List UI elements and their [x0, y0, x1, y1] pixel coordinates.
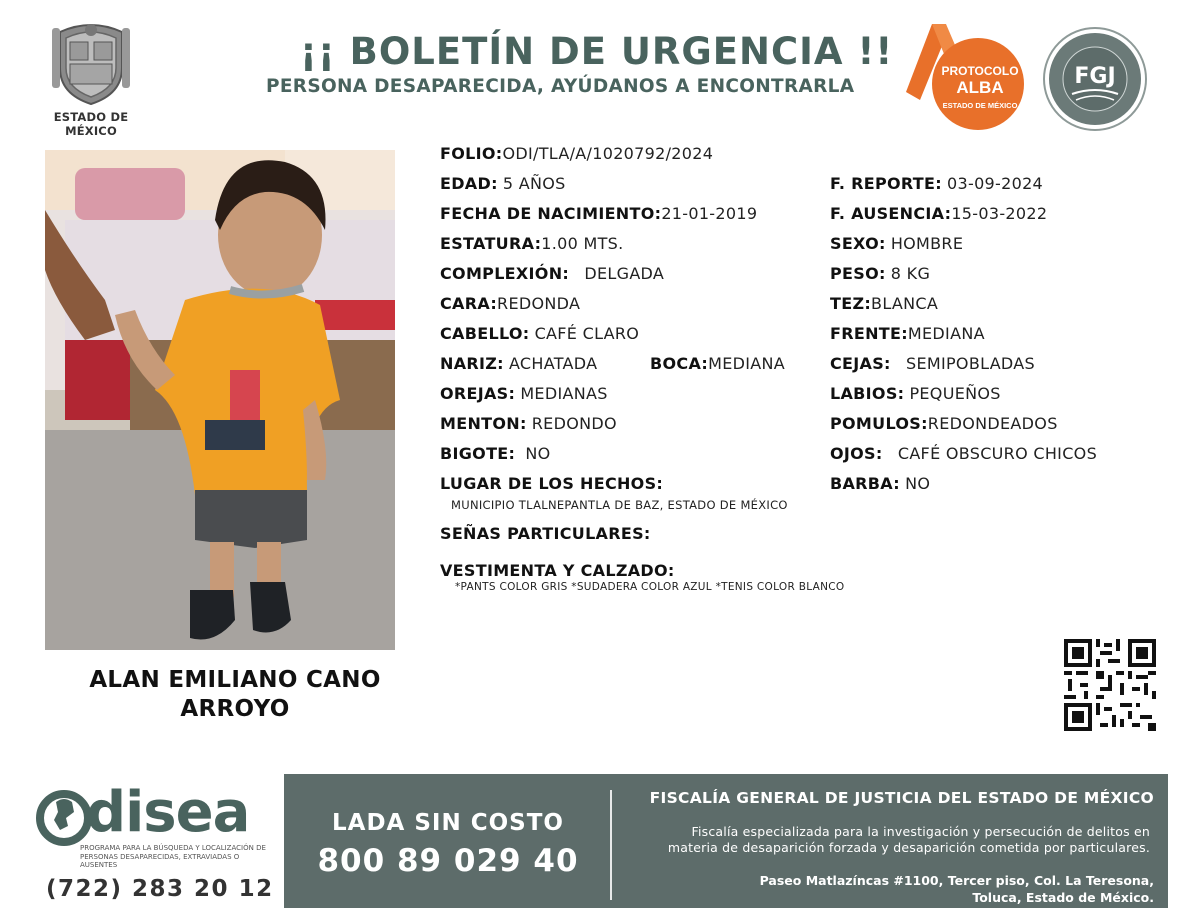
field-value: NO [525, 444, 551, 463]
fgj-description-line1: Fiscalía especializada para la investigación y persecución de delitos en [691, 824, 1150, 839]
field-labios [830, 384, 1001, 404]
field-label: SEÑAS PARTICULARES: [440, 524, 651, 543]
alba-line1: PROTOCOLO [941, 64, 1019, 78]
field-label: SEXO: [830, 234, 886, 253]
field-estatura [440, 234, 624, 254]
field-label: MENTON: [440, 414, 527, 433]
field-lugar-hechos [440, 474, 663, 494]
qr-code-icon [1064, 639, 1156, 731]
estado-de-mexico-logo [30, 18, 152, 138]
field-label: ESTATURA: [440, 234, 542, 253]
field-label: TEZ: [830, 294, 872, 313]
field-value: ACHATADA [508, 354, 598, 373]
field-vestimenta [440, 561, 675, 581]
field-orejas [440, 384, 608, 404]
field-label: CARA: [440, 294, 498, 313]
fgj-institution-title: FISCALÍA GENERAL DE JUSTICIA DEL ESTADO DE MÉXICO [649, 789, 1154, 807]
field-edad [440, 174, 566, 194]
field-label: FECHA DE NACIMIENTO: [440, 204, 662, 223]
field-label: F. AUSENCIA: [830, 204, 952, 223]
state-coat-of-arms-icon [50, 18, 132, 106]
field-menton [440, 414, 617, 434]
field-label: FRENTE: [830, 324, 908, 343]
fgj-logo [1042, 26, 1148, 132]
field-cara [440, 294, 580, 314]
field-value: BLANCA [871, 294, 939, 313]
field-label: BIGOTE: [440, 444, 516, 463]
field-value: CAFÉ OBSCURO CHICOS [897, 444, 1098, 463]
field-value: HOMBRE [890, 234, 964, 253]
odisea-map-pin-icon [36, 790, 92, 846]
field-label: NARIZ: [440, 354, 504, 373]
fgj-description [610, 824, 1150, 856]
bulletin-title: ¡¡ BOLETÍN DE URGENCIA !! [300, 30, 894, 73]
toll-free-label: LADA SIN COSTO [332, 810, 564, 836]
field-label: COMPLEXIÓN: [440, 264, 570, 283]
field-cejas [830, 354, 1035, 374]
field-lugar-hechos-value: MUNICIPIO TLALNEPANTLA DE BAZ, ESTADO DE MÉXICO [451, 498, 788, 512]
alba-line2: ALBA [956, 78, 1004, 97]
field-value: NO [905, 474, 931, 493]
fgj-address-line1: Paseo Matlazíncas #1100, Tercer piso, Col. La Teresona, [759, 873, 1154, 888]
field-value: MEDIANA [708, 354, 786, 373]
field-fecha-nacimiento [440, 204, 757, 224]
field-boca [650, 354, 785, 374]
field-label: PESO: [830, 264, 886, 283]
field-value: REDONDO [531, 414, 617, 433]
field-value: REDONDEADOS [927, 414, 1058, 433]
field-value: REDONDA [497, 294, 581, 313]
missing-person-name [55, 666, 415, 724]
fgj-address-line2: Toluca, Estado de México. [972, 890, 1154, 905]
bulletin-subtitle: PERSONA DESAPARECIDA, AYÚDANOS A ENCONTRARLA [266, 76, 855, 97]
field-value: SEMIPOBLADAS [906, 354, 1035, 373]
field-label: OJOS: [830, 444, 883, 463]
field-ojos [830, 444, 1097, 464]
field-bigote [440, 444, 551, 464]
person-name-line1: ALAN EMILIANO CANO [89, 667, 381, 693]
person-name-line2: ARROYO [180, 696, 290, 722]
field-value: 8 KG [890, 264, 931, 283]
field-label: LABIOS: [830, 384, 905, 403]
fgj-address [620, 872, 1154, 906]
field-value: CAFÉ CLARO [534, 324, 640, 343]
field-label: LUGAR DE LOS HECHOS: [440, 474, 664, 493]
field-label: FOLIO: [440, 144, 503, 163]
odisea-description: PROGRAMA PARA LA BÚSQUEDA Y LOCALIZACIÓN DE PERSONAS DESAPARECIDAS, EXTRAVIADAS O AUSENTES [80, 844, 266, 869]
field-pomulos [830, 414, 1058, 434]
field-label: VESTIMENTA Y CALZADO: [440, 561, 675, 580]
field-label: CABELLO: [440, 324, 530, 343]
field-value: 15-03-2022 [951, 204, 1048, 223]
field-sexo [830, 234, 963, 254]
field-label: F. REPORTE: [830, 174, 942, 193]
field-label: EDAD: [440, 174, 498, 193]
field-folio [440, 144, 713, 164]
fgj-logo-text: FGJ [1074, 64, 1116, 89]
field-value: 5 AÑOS [502, 174, 566, 193]
child-photo-illustration [45, 150, 395, 650]
field-value: 1.00 MTS. [541, 234, 624, 253]
protocolo-alba-logo [902, 22, 1032, 132]
field-f-reporte [830, 174, 1043, 194]
field-value: MEDIANA [907, 324, 985, 343]
field-frente [830, 324, 985, 344]
field-value: PEQUEÑOS [909, 384, 1001, 403]
field-f-ausencia [830, 204, 1047, 224]
field-cabello [440, 324, 639, 344]
field-label: BOCA: [650, 354, 709, 373]
alba-line3: ESTADO DE MÉXICO [942, 101, 1018, 110]
field-value: 21-01-2019 [661, 204, 758, 223]
alba-ribbon-icon [902, 22, 1032, 132]
field-label: OREJAS: [440, 384, 516, 403]
field-senas [440, 524, 651, 544]
missing-person-photo [45, 150, 395, 650]
field-label: BARBA: [830, 474, 900, 493]
fgj-seal-icon [1042, 26, 1148, 132]
field-value: MEDIANAS [520, 384, 608, 403]
field-tez [830, 294, 938, 314]
odisea-wordmark: disea [86, 780, 250, 845]
field-nariz [440, 354, 597, 374]
field-value: 03-09-2024 [947, 174, 1044, 193]
qr-code[interactable] [1064, 639, 1156, 731]
odisea-phone-number: (722) 283 20 12 [46, 876, 274, 902]
field-vestimenta-value: *PANTS COLOR GRIS *SUDADERA COLOR AZUL *TENIS COLOR BLANCO [455, 581, 845, 593]
toll-free-number: 800 89 029 40 [317, 843, 579, 879]
fgj-description-line2: materia de desaparición forzada y desaparición cometida por particulares. [667, 840, 1150, 855]
field-complexion [440, 264, 664, 284]
field-peso [830, 264, 930, 284]
field-value: ODI/TLA/A/1020792/2024 [502, 144, 714, 163]
state-label: ESTADO DE MÉXICO [53, 110, 129, 138]
field-label: CEJAS: [830, 354, 891, 373]
field-value: DELGADA [584, 264, 665, 283]
field-label: POMULOS: [830, 414, 928, 433]
field-barba [830, 474, 930, 494]
